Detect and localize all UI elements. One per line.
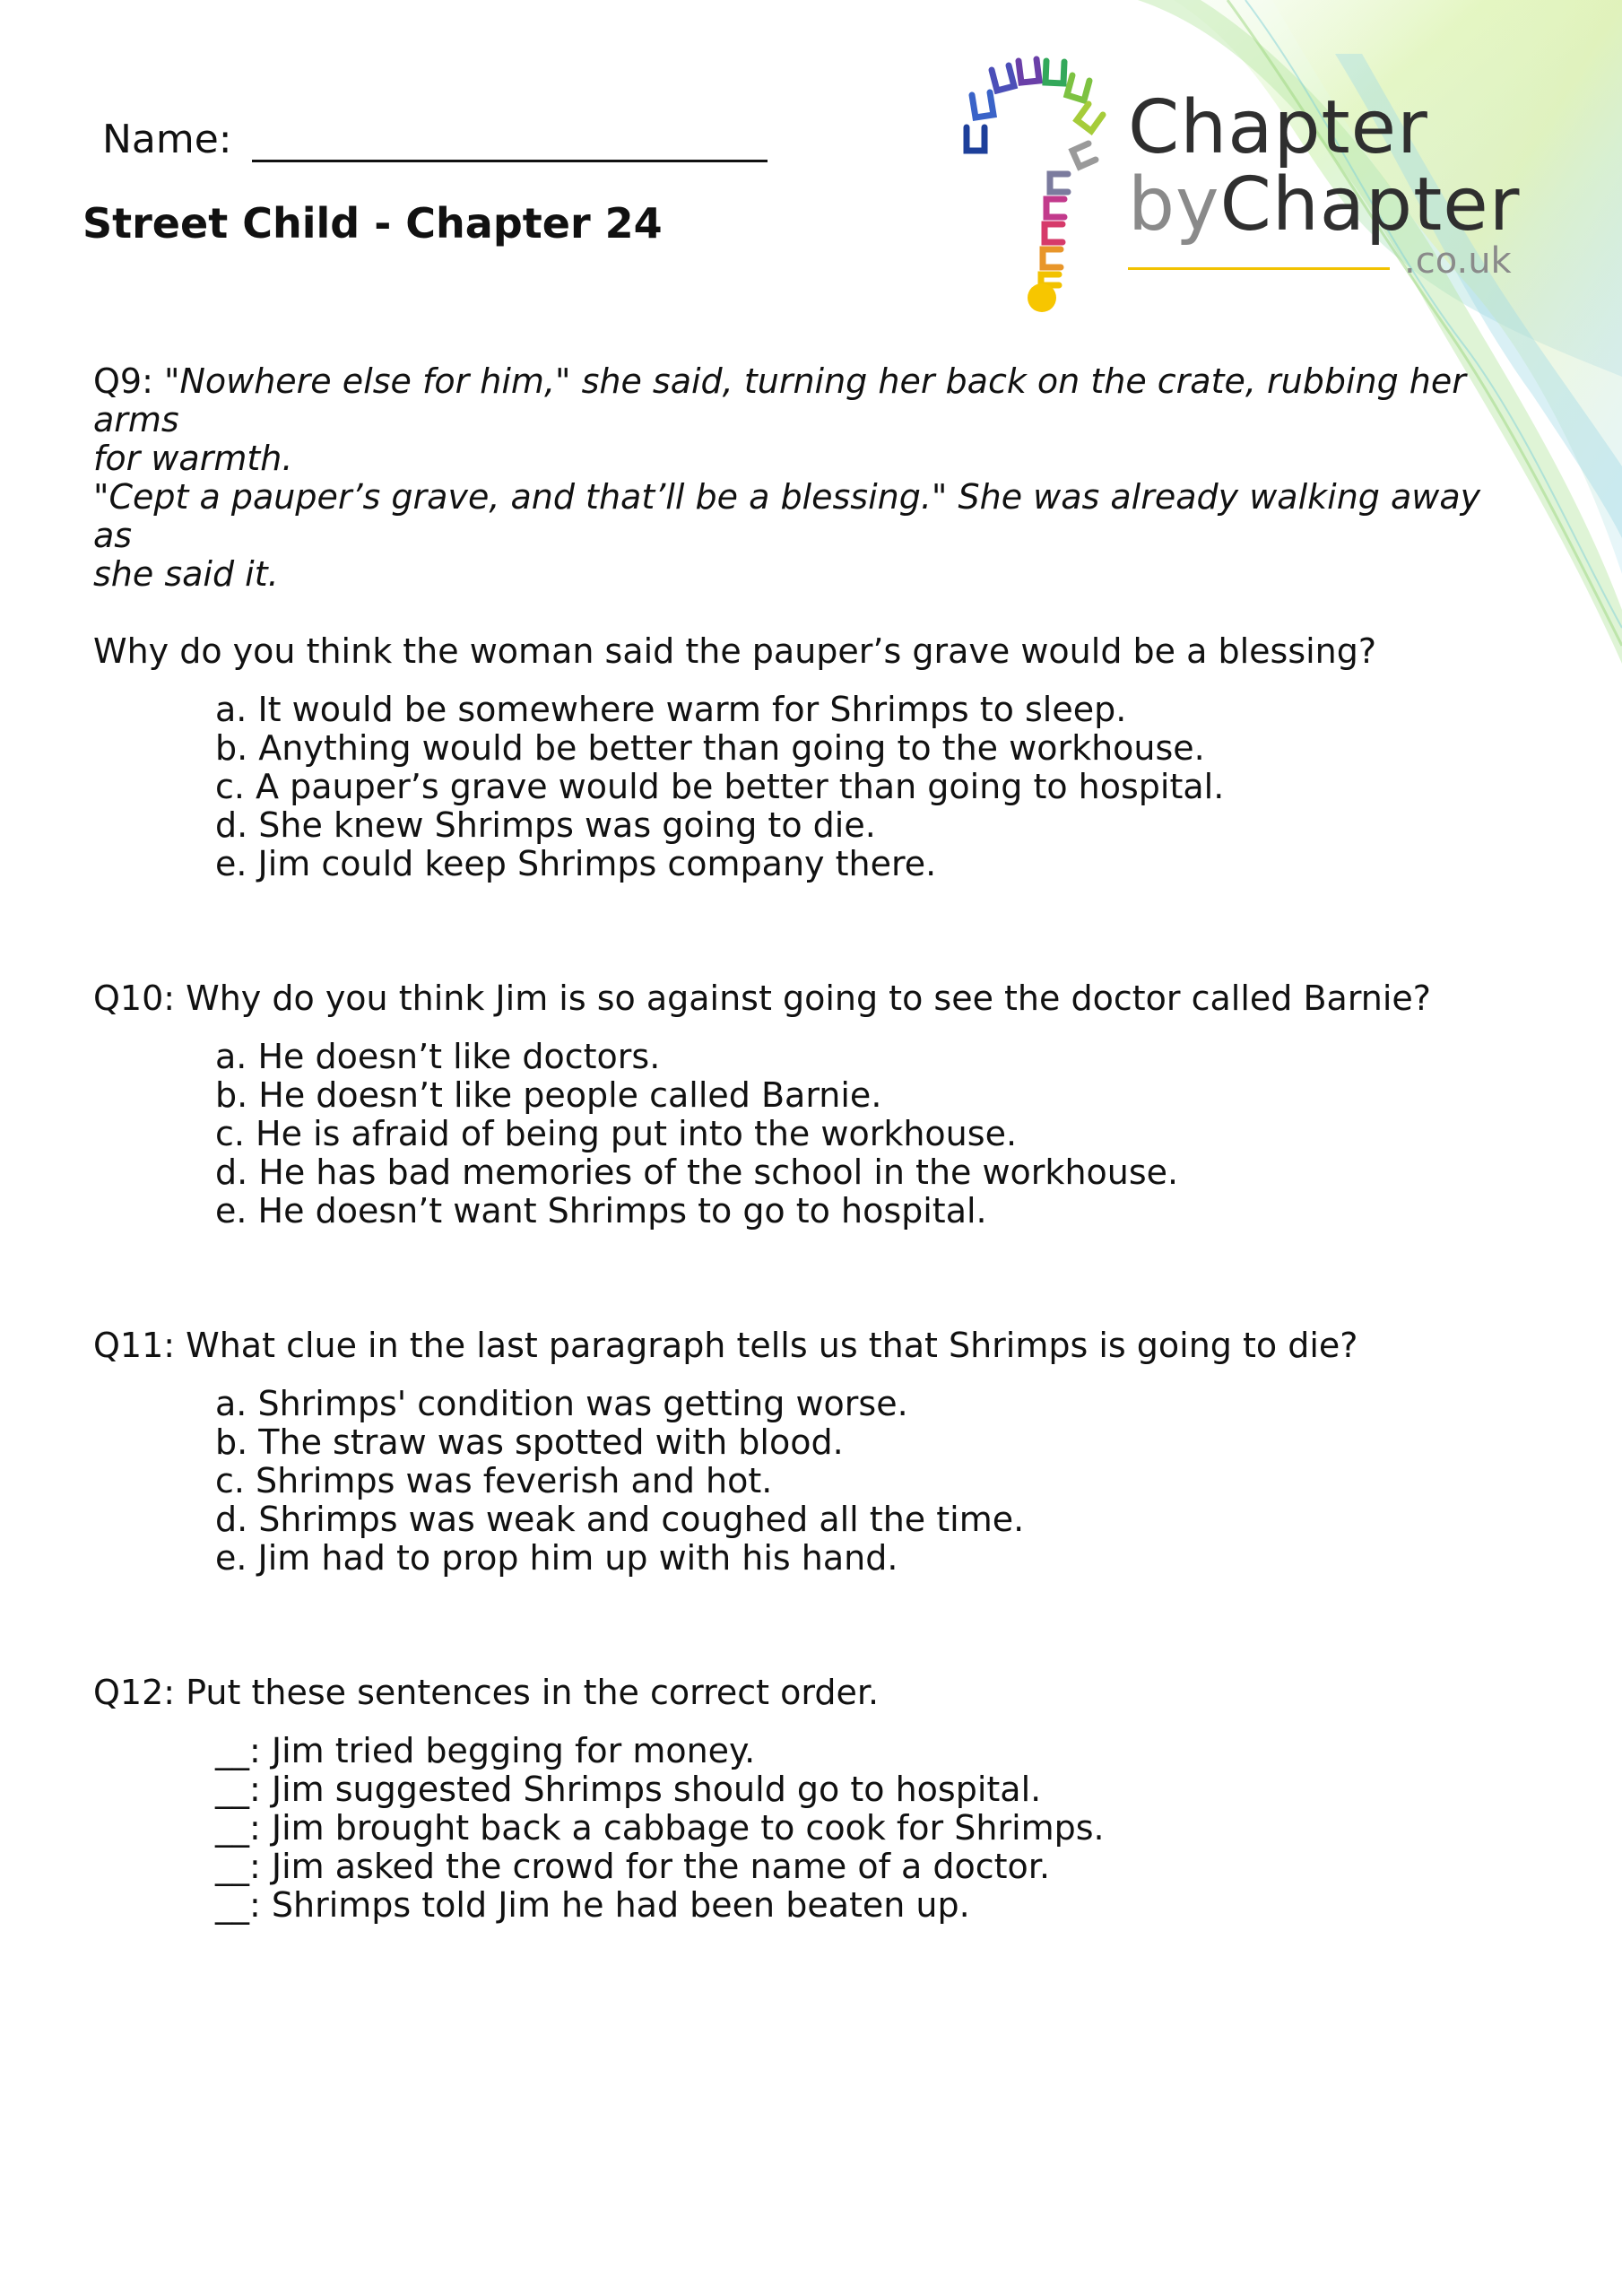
q10-option-b[interactable]: b. He doesn’t like people called Barnie.	[215, 1075, 882, 1115]
logo-line-bychapter	[1128, 162, 1521, 248]
q12-sentences	[215, 1732, 1528, 1925]
q12-sentence-1[interactable]: __: Jim tried begging for money.	[215, 1731, 756, 1770]
logo-chapter-2: Chapter	[1219, 162, 1521, 248]
q9-option-b[interactable]: b. Anything would be better than going to the workhouse.	[215, 728, 1205, 768]
question-mark-books-logo-icon	[959, 54, 1121, 314]
q11-option-b[interactable]: b. The straw was spotted with blood.	[215, 1422, 844, 1462]
logo-by: by	[1128, 162, 1220, 248]
question-11	[93, 1326, 1528, 1578]
q9-option-e[interactable]: e. Jim could keep Shrimps company there.	[215, 844, 937, 883]
q10-question: Q10: Why do you think Jim is so against going to see the doctor called Barnie?	[93, 978, 1431, 1018]
q11-question: Q11: What clue in the last paragraph tells us that Shrimps is going to die?	[93, 1326, 1358, 1365]
name-field-row	[102, 117, 768, 162]
logo-underline	[1128, 267, 1390, 270]
chapter-by-chapter-logo	[1128, 85, 1521, 282]
q9-label: Q9:	[93, 361, 153, 401]
q12-sentence-2[interactable]: __: Jim suggested Shrimps should go to hospital.	[215, 1770, 1042, 1809]
q11-option-a[interactable]: a. Shrimps' condition was getting worse.	[215, 1384, 908, 1423]
q9-quote-line-4: she said it.	[93, 554, 279, 594]
question-9	[93, 362, 1528, 883]
q9-option-c[interactable]: c. A pauper’s grave would be better than going to hospital.	[215, 767, 1225, 806]
spacer	[93, 883, 1528, 979]
q12-sentence-4[interactable]: __: Jim asked the crowd for the name of a doctor.	[215, 1847, 1051, 1886]
q9-quote-line-2: for warmth.	[93, 439, 293, 478]
q10-option-e[interactable]: e. He doesn’t want Shrimps to go to hospital.	[215, 1191, 987, 1231]
spacer	[93, 1231, 1528, 1326]
question-12	[93, 1674, 1528, 1925]
q10-option-c[interactable]: c. He is afraid of being put into the workhouse.	[215, 1114, 1018, 1153]
logo-line-chapter: Chapter	[1128, 85, 1428, 170]
q11-option-e[interactable]: e. Jim had to prop him up with his hand.	[215, 1538, 898, 1578]
logo-domain: .co.uk	[1404, 240, 1512, 282]
q9-option-a[interactable]: a. It would be somewhere warm for Shrimps to sleep.	[215, 690, 1127, 729]
q11-option-d[interactable]: d. Shrimps was weak and coughed all the time.	[215, 1500, 1025, 1539]
q9-quote-line-3: "Cept a pauper’s grave, and that’ll be a blessing." She was already walking away as	[93, 477, 1481, 555]
q12-question: Q12: Put these sentences in the correct order.	[93, 1673, 880, 1712]
q9-question: Why do you think the woman said the pauper’s grave would be a blessing?	[93, 631, 1377, 671]
q10-options	[215, 1038, 1528, 1231]
q10-option-d[interactable]: d. He has bad memories of the school in the workhouse.	[215, 1152, 1179, 1192]
q10-option-a[interactable]: a. He doesn’t like doctors.	[215, 1037, 661, 1076]
question-10	[93, 979, 1528, 1231]
spacer	[93, 1578, 1528, 1674]
q12-sentence-5[interactable]: __: Shrimps told Jim he had been beaten up.	[215, 1885, 970, 1925]
questions-content	[93, 362, 1528, 1925]
q9-quote-text-1: "Nowhere else for him," she said, turning her back on the crate, rubbing her arms	[93, 361, 1466, 439]
q12-sentence-3[interactable]: __: Jim brought back a cabbage to cook for Shrimps.	[215, 1808, 1105, 1848]
q11-option-c[interactable]: c. Shrimps was feverish and hot.	[215, 1461, 773, 1500]
q9-option-d[interactable]: d. She knew Shrimps was going to die.	[215, 805, 876, 845]
q9-quote-line-1	[93, 362, 1528, 439]
name-blank-line[interactable]	[252, 118, 768, 162]
q11-options	[215, 1385, 1528, 1578]
name-label: Name:	[102, 117, 232, 162]
page-title: Street Child - Chapter 24	[82, 199, 663, 248]
q9-options	[215, 691, 1528, 883]
